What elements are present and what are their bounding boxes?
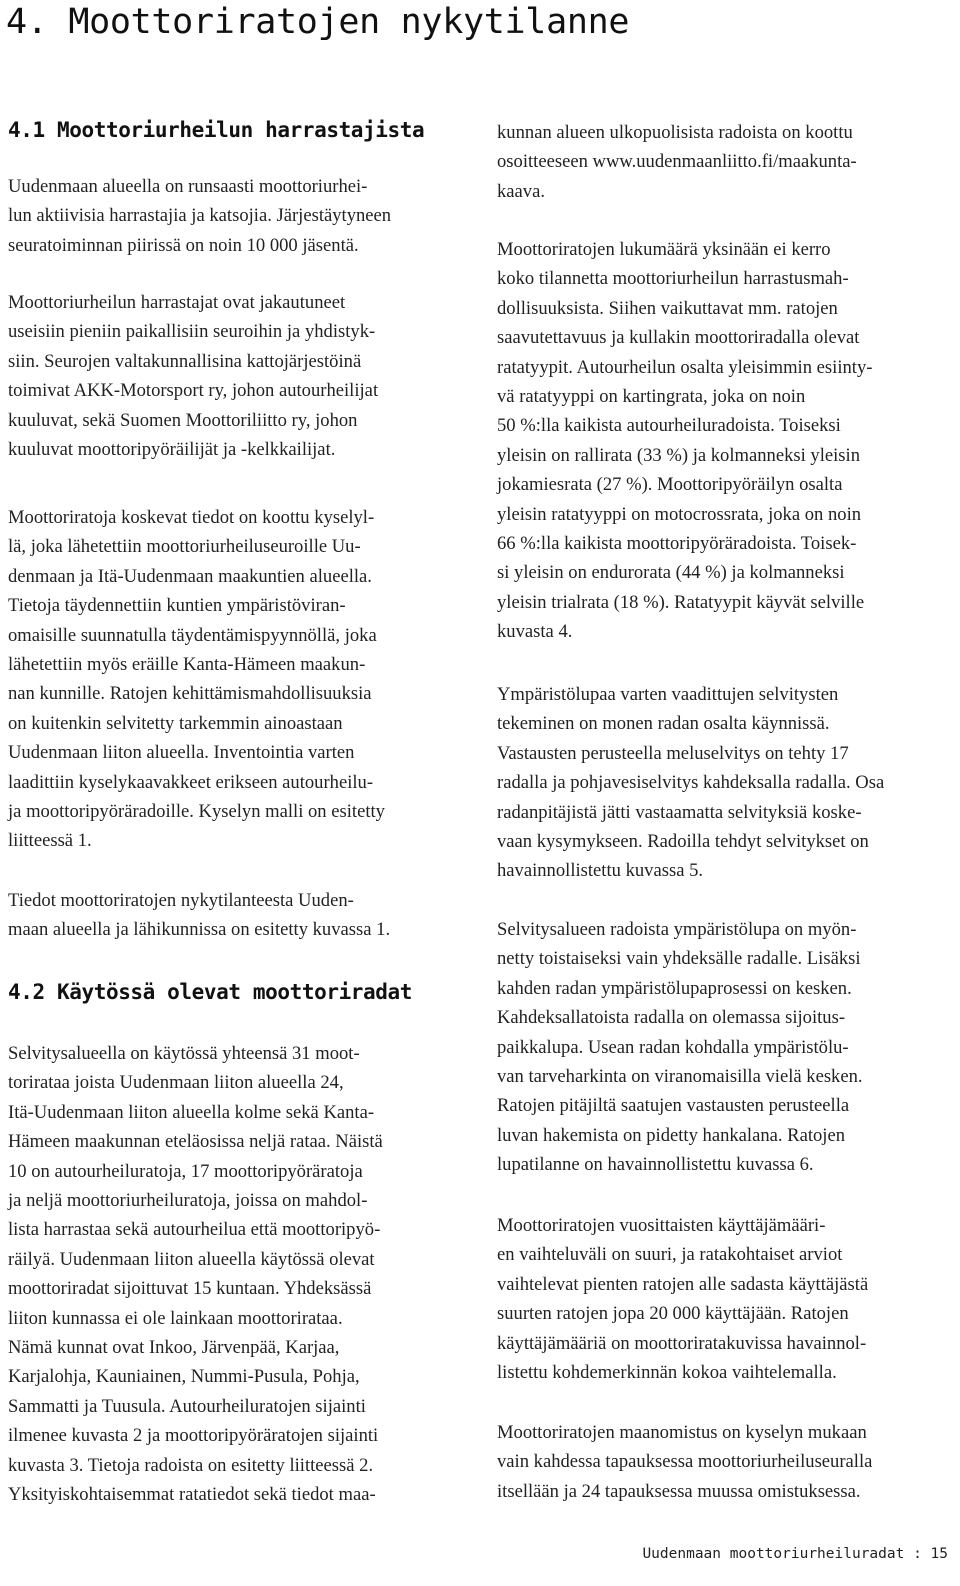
text-line: vaan kysymykseen. Radoilla tehdyt selvitykset on (497, 831, 869, 853)
text-line: vaihtelevat pienten ratojen alle sadasta käyttäjästä (497, 1273, 869, 1295)
text-line: useisiin pieniin paikallisiin seuroihin ja yhdistyk- (8, 321, 376, 343)
text-line: si yleisin on endurorata (44 %) ja kolmanneksi (497, 562, 845, 584)
page-footer: Uudenmaan moottoriurheiluradat : 15 (642, 1546, 948, 1562)
text-line: lupatilanne on havainnollistettu kuvassa 6. (497, 1154, 814, 1176)
text-line: Uudenmaan alueella on runsaasti moottoriurhei- (8, 176, 368, 197)
text-line: on kuitenkin selvitetty tarkemmin ainoastaan (8, 712, 343, 734)
text-line: ilmenee kuvasta 2 ja moottoripyöräratojen sijainti (8, 1425, 379, 1447)
text-line: maan alueella ja lähikunnissa on esitetty kuvassa 1. (8, 919, 391, 941)
text-line: en vaihteluväli on suuri, ja ratakohtaiset arviot (497, 1244, 843, 1266)
text-line: tekeminen on monen radan osalta käynnissä. (497, 713, 830, 735)
text-line: luvan hakemista on pidetty hankalana. Ratojen (497, 1124, 846, 1146)
text-line: torirataa joista Uudenmaan liiton alueella 24, (8, 1072, 344, 1094)
text-line: Tietoja täydennettiin kuntien ympäristöviran- (8, 595, 346, 617)
text-line: Ympäristölupaa varten vaadittujen selvitysten (497, 684, 839, 705)
text-line: nan kunnille. Ratojen kehittämismahdollisuuksia (8, 683, 372, 705)
text-line: ratatyypit. Autourheilun osalta yleisimmin esiinty- (497, 356, 873, 378)
text-line: ja moottoripyöräradoille. Kyselyn malli on esitetty (8, 801, 385, 823)
text-line: netty toistaiseksi vain yhdeksälle radalle. Lisäksi (497, 948, 861, 970)
text-line: yleisin on rallirata (33 %) ja kolmanneksi yleisin (497, 444, 861, 466)
paragraph (497, 1418, 952, 1506)
paragraph (497, 680, 952, 886)
paragraph (8, 288, 458, 464)
text-line: Tiedot moottoriratojen nykytilanteesta Uuden- (8, 890, 354, 911)
text-line: käyttäjämääriä on moottoriratakuvissa havainnol- (497, 1332, 867, 1354)
text-line: yleisin ratatyyppi on motocrossrata, joka on noin (497, 503, 862, 525)
text-line: siin. Seurojen valtakunnallisina kattojärjestöinä (8, 350, 362, 372)
text-line: yleisin trialrata (18 %). Ratatyypit käyvät selville (497, 591, 865, 613)
text-line: vain kahdessa tapauksessa moottoriurheiluseuralla (497, 1451, 873, 1473)
text-line: liitteessä 1. (8, 830, 92, 852)
text-line: van tarveharkinta on viranomaisilla vielä kesken. (497, 1066, 863, 1088)
section-heading-4-1: 4.1 Moottoriurheilun harrastajista (8, 118, 425, 142)
paragraph (497, 118, 952, 206)
text-line: itsellään ja 24 tapauksessa muussa omistuksessa. (497, 1480, 861, 1502)
text-line: seuratoiminnan piirissä on noin 10 000 jäsentä. (8, 234, 359, 256)
section-heading-4-2: 4.2 Käytössä olevat moottoriradat (8, 980, 413, 1004)
text-line: 66 %:lla kaikista moottoripyöräradoista. Toisek- (497, 533, 857, 555)
paragraph (497, 915, 952, 1180)
text-line: vä ratatyyppi on kartingrata, joka on noin (497, 386, 806, 408)
text-line: Yksityiskohtaisemmat ratatiedot sekä tiedot maa- (8, 1484, 376, 1506)
text-line: Itä-Uudenmaan liiton alueella kolme sekä Kanta- (8, 1101, 375, 1123)
text-line: moottoriradat sijoittuvat 15 kuntaan. Yhdeksässä (8, 1278, 372, 1300)
text-line: Sammatti ja Tuusula. Autourheiluratojen sijainti (8, 1395, 366, 1417)
text-line: listettu kohdemerkinnän kokoa vaihtelemalla. (497, 1362, 837, 1384)
text-line: Kahdeksallatoista radalla on olemassa sijoitus- (497, 1007, 846, 1029)
paragraph (8, 886, 458, 945)
paragraph (8, 503, 458, 856)
text-line: kaava. (497, 180, 546, 202)
text-line: Vastausten perusteella meluselvitys on tehty 17 (497, 742, 849, 764)
text-line: Nämä kunnat ovat Inkoo, Järvenpää, Karjaa, (8, 1337, 340, 1359)
text-line: lä, joka lähetettiin moottoriurheiluseuroille Uu- (8, 536, 361, 558)
text-line: koko tilannetta moottoriurheilun harrastusmah- (497, 268, 849, 290)
paragraph (8, 172, 458, 260)
text-line: Moottoriratojen lukumäärä yksinään ei kerro (497, 239, 831, 260)
text-line: osoitteeseen www.uudenmaanliitto.fi/maakunta- (497, 151, 857, 173)
text-line: suurten ratojen jopa 20 000 käyttäjään. Ratojen (497, 1303, 849, 1325)
text-line: Selvitysalueen radoista ympäristölupa on myön- (497, 919, 857, 940)
text-line: Selvitysalueella on käytössä yhteensä 31 moot- (8, 1043, 360, 1064)
text-line: liiton kunnassa ei ole lainkaan moottorirataa. (8, 1307, 343, 1329)
text-line: Moottoriratoja koskevat tiedot on koottu kyselyl- (8, 507, 375, 528)
text-line: kuvasta 4. (497, 621, 573, 643)
paragraph (8, 1039, 458, 1510)
text-line: toimivat AKK-Motorsport ry, johon autourheilijat (8, 380, 379, 402)
text-line: lähetettiin myös eräille Kanta-Hämeen maakun- (8, 654, 366, 676)
text-line: jokamiesrata (27 %). Moottoripyöräilyn osalta (497, 474, 843, 496)
text-line: 10 on autourheiluratoja, 17 moottoripyöräratoja (8, 1160, 363, 1182)
text-line: dollisuuksista. Siihen vaikuttavat mm. ratojen (497, 297, 838, 319)
text-line: saavutettavuus ja kullakin moottoriradalla olevat (497, 327, 860, 349)
text-line: Hämeen maakunnan eteläosissa neljä rataa. Näistä (8, 1131, 383, 1153)
text-line: 50 %:lla kaikista autourheiluradoista. Toiseksi (497, 415, 841, 437)
text-line: kuuluvat, sekä Suomen Moottoriliitto ry, johon (8, 409, 358, 431)
text-line: kahden radan ympäristölupaprosessi on kesken. (497, 977, 852, 999)
text-line: räilyä. Uudenmaan liiton alueella käytössä olevat (8, 1248, 375, 1270)
text-line: paikkalupa. Usean radan kohdalla ympäristölu- (497, 1036, 849, 1058)
text-line: Ratojen pitäjiltä saatujen vastausten perusteella (497, 1095, 850, 1117)
text-line: laadittiin kyselykaavakkeet erikseen autourheilu- (8, 771, 374, 793)
text-line: havainnollistettu kuvassa 5. (497, 860, 704, 882)
text-line: omaisille suunnatulla täydentämispyynnöllä, joka (8, 624, 377, 646)
paragraph (497, 1211, 952, 1387)
text-line: radanpitäjistä jätti vastaamatta selvityksiä koske- (497, 801, 862, 823)
text-line: kuvasta 3. Tietoja radoista on esitetty liitteessä 2. (8, 1454, 374, 1476)
text-line: Karjalohja, Kauniainen, Nummi-Pusula, Pohja, (8, 1366, 360, 1388)
text-line: ja neljä moottoriurheiluratoja, joissa on mahdol- (8, 1190, 368, 1212)
text-line: radalla ja pohjavesiselvitys kahdeksalla radalla. Osa (497, 772, 885, 794)
text-line: lista harrastaa sekä autourheilua että moottoripyö- (8, 1219, 381, 1241)
text-line: kunnan alueen ulkopuolisista radoista on koottu (497, 122, 853, 143)
text-line: denmaan ja Itä-Uudenmaan maakuntien alueella. (8, 565, 372, 587)
paragraph (497, 235, 952, 647)
text-line: lun aktiivisia harrastajia ja katsojia. Järjestäytyneen (8, 205, 392, 227)
text-line: Uudenmaan liiton alueella. Inventointia varten (8, 742, 355, 764)
text-line: kuuluvat moottoripyöräilijät ja -kelkkailijat. (8, 439, 336, 461)
text-line: Moottoriurheilun harrastajat ovat jakautuneet (8, 292, 346, 313)
chapter-title: 4. Moottoriratojen nykytilanne (6, 2, 630, 42)
text-line: Moottoriratojen maanomistus on kyselyn mukaan (497, 1422, 867, 1443)
text-line: Moottoriratojen vuosittaisten käyttäjämääri- (497, 1215, 826, 1236)
